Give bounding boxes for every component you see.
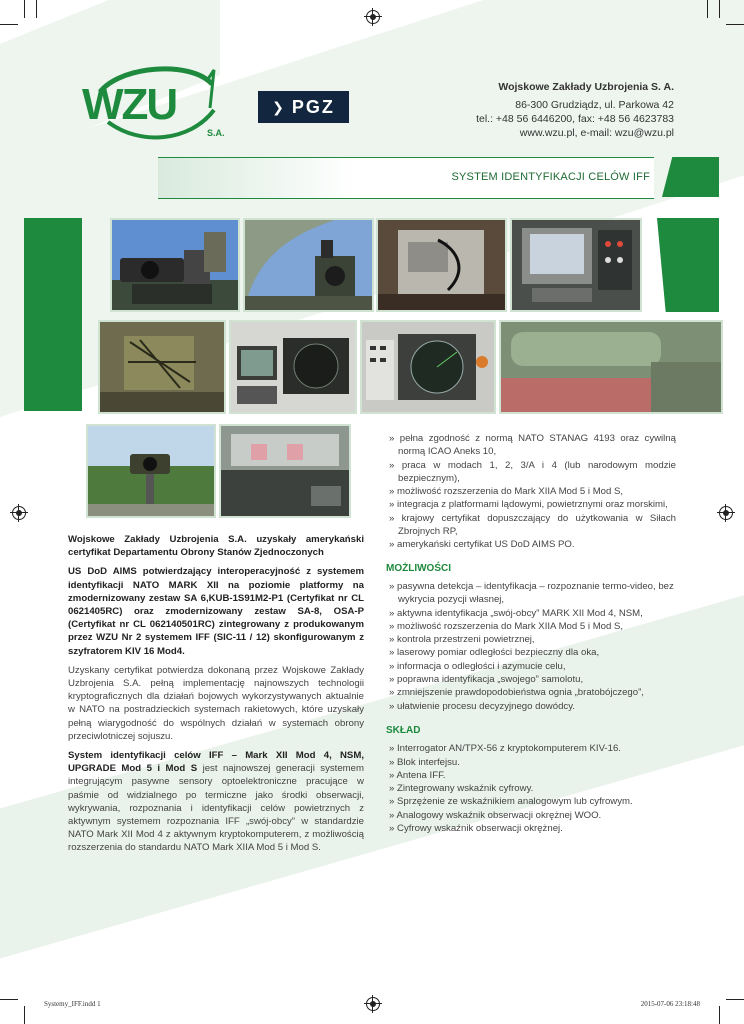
certificate-paragraph: US DoD AIMS potwierdzający interoperacyjność z systemem identyfikacji NATO MARK XII na poziomie platformy na zmodernizowany zestaw SA 6,KUB-1S91M2-P1 (Certyfikat nr CL 0621405RC) oraz zmodernizowany zestaw SA-8, OSA-P (Certyfikat nr CL 062140501RC) zintegrowany z produkowanym przez WZU Nr 2 systemem IFF (SIC-11 / 12) skonfigurowanym z szyfratorem KIV 16 Mod4. [68, 566, 364, 657]
system-description-paragraph [68, 749, 364, 855]
capabilities-list [386, 580, 676, 713]
company-name: Wojskowe Zakłady Uzbrojenia S. A. [498, 81, 674, 93]
registration-mark [719, 506, 733, 520]
crop-mark [719, 0, 720, 18]
crop-mark [24, 0, 25, 18]
list-item: » pasywna detekcja – identyfikacja – rozpoznanie termo-video, bez wykrycia pozycji własnej, [386, 580, 676, 607]
photo-circuit-panel [98, 320, 226, 414]
registration-mark [366, 10, 380, 24]
list-item: » zmniejszenie prawdopodobieństwa ognia „bratobójczego”, [386, 686, 676, 699]
crop-mark [726, 24, 744, 25]
wzu-logo [80, 64, 230, 144]
composition-list [386, 742, 676, 835]
list-item: » poprawna identyfikacja „swojego” samolotu, [386, 673, 676, 686]
photo-radar-console [229, 320, 357, 414]
wzu-logo-sa: S.A. [207, 128, 225, 138]
intro-paragraph: Wojskowe Zakłady Uzbrojenia S.A. uzyskały amerykański certyfikat Departamentu Obrony Stanów Zjednoczonych [68, 534, 364, 559]
photo-console-display [510, 218, 642, 312]
crop-mark [24, 1006, 25, 1024]
photo-equipment-rack [376, 218, 507, 312]
list-item: » aktywna identyfikacja „swój-obcy” MARK XII Mod 4, NSM, [386, 607, 676, 620]
crop-mark [726, 999, 744, 1000]
right-text-column [386, 432, 676, 835]
registration-mark [366, 997, 380, 1011]
features-list [386, 432, 676, 552]
pgz-logo-text: PGZ [291, 96, 335, 117]
company-info [430, 80, 674, 140]
pgz-logo [258, 91, 349, 123]
company-web: www.wzu.pl, e-mail: wzu@wzu.pl [519, 127, 674, 139]
company-phone: tel.: +48 56 6446200, fax: +48 56 4623783 [476, 113, 674, 125]
footer-timestamp: 2015-07-06 23:18:48 [640, 1000, 700, 1008]
photo-cockpit-interior [219, 424, 351, 518]
list-item: » informacja o odległości i azymucie celu, [386, 660, 676, 673]
list-item: » Cyfrowy wskaźnik obserwacji okrężnej. [386, 822, 676, 835]
photo-antenna-vehicle [243, 218, 374, 312]
registration-mark [12, 506, 26, 520]
wzu-logo-text: WZU [82, 80, 177, 129]
list-item: » Sprzężenie ze wskaźnikiem analogowym lub cyfrowym. [386, 795, 676, 808]
list-item: » możliwość rozszerzenia do Mark XIIA Mod 5 i Mod S, [386, 485, 676, 498]
company-address: 86-300 Grudziądz, ul. Parkowa 42 [515, 99, 674, 111]
capabilities-heading: MOŻLIWOŚCI [386, 562, 451, 574]
list-item: » Zintegrowany wskaźnik cyfrowy. [386, 782, 676, 795]
list-item: » integracja z platformami lądowymi, powietrznymi oraz morskimi, [386, 498, 676, 511]
left-green-block [24, 218, 82, 411]
system-description: jest najnowszej generacji systemem integrującym pasywne sensory optoelektroniczne pracujące w paśmie od widzialnego po termiczne jako środki obserwacji, wykrywania, rozpoznania i identyfikacji celów powietrznych z aktywnym systemem rozpoznania IFF „swój-obcy” w standardzie NATO Mark XII Mod 4 z aktywnym kryptokomputerem, z możliwością rozszerzenia do standardu NATO Mark XIIA Mod 5 i Mod S. [68, 763, 364, 854]
list-item: » kontrola przestrzeni powietrznej, [386, 633, 676, 646]
photo-sensor-mast [86, 424, 216, 518]
crop-mark [0, 24, 18, 25]
list-item: » amerykański certyfikat US DoD AIMS PO. [386, 538, 676, 551]
photo-sensor-head [110, 218, 240, 312]
certificate-confirmation-paragraph: Uzyskany certyfikat potwierdza dokonaną przez Wojskowe Zakłady Uzbrojenia S.A. pełną implementację najnowszych technologii kryptograficznych dla działań bojowych wykorzystywanych aktualnie w NATO na postradzieckich systemach rakietowych, które uzyskały pełną wiarygodność do wspólnych działań w systemach obrony przeciwlotniczej sojuszu. [68, 664, 364, 742]
photo-vehicle-hull [499, 320, 723, 414]
list-item: » Interrogator AN/TPX-56 z kryptokomputerem KIV-16. [386, 742, 676, 755]
footer-file-name: Systemy_IFF.indd 1 [44, 1000, 101, 1008]
crop-mark [0, 999, 18, 1000]
crop-mark [707, 0, 708, 18]
left-text-column [68, 533, 364, 861]
list-item: » pełna zgodność z normą NATO STANAG 4193 oraz cywilną normą ICAO Aneks 10, [386, 432, 676, 459]
crop-mark [719, 1006, 720, 1024]
page-title: SYSTEM IDENTYFIKACJI CELÓW IFF [451, 171, 650, 183]
system-name: System identyfikacji celów IFF – Mark XII Mod 4, NSM, UPGRADE Mod 5 i Mod S [68, 750, 364, 775]
photo-radar-scope [360, 320, 496, 414]
list-item: » Analogowy wskaźnik obserwacji okrężnej WOO. [386, 809, 676, 822]
list-item: » możliwość rozszerzenia do Mark XIIA Mod 5 i Mod S, [386, 620, 676, 633]
pgz-chevron-icon: ❯ [272, 98, 286, 115]
composition-heading: SKŁAD [386, 724, 421, 736]
list-item: » Antena IFF. [386, 769, 676, 782]
list-item: » krajowy certyfikat dopuszczający do użytkowania w Siłach Zbrojnych RP, [386, 512, 676, 539]
list-item: » laserowy pomiar odległości bezpieczny dla oka, [386, 646, 676, 659]
list-item: » Blok interfejsu. [386, 756, 676, 769]
crop-mark [36, 0, 37, 18]
list-item: » praca w modach 1, 2, 3/A i 4 (lub narodowym modzie bezpiecznym), [386, 459, 676, 486]
right-green-block [657, 218, 719, 312]
list-item: » ułatwienie procesu decyzyjnego dowódcy. [386, 700, 676, 713]
